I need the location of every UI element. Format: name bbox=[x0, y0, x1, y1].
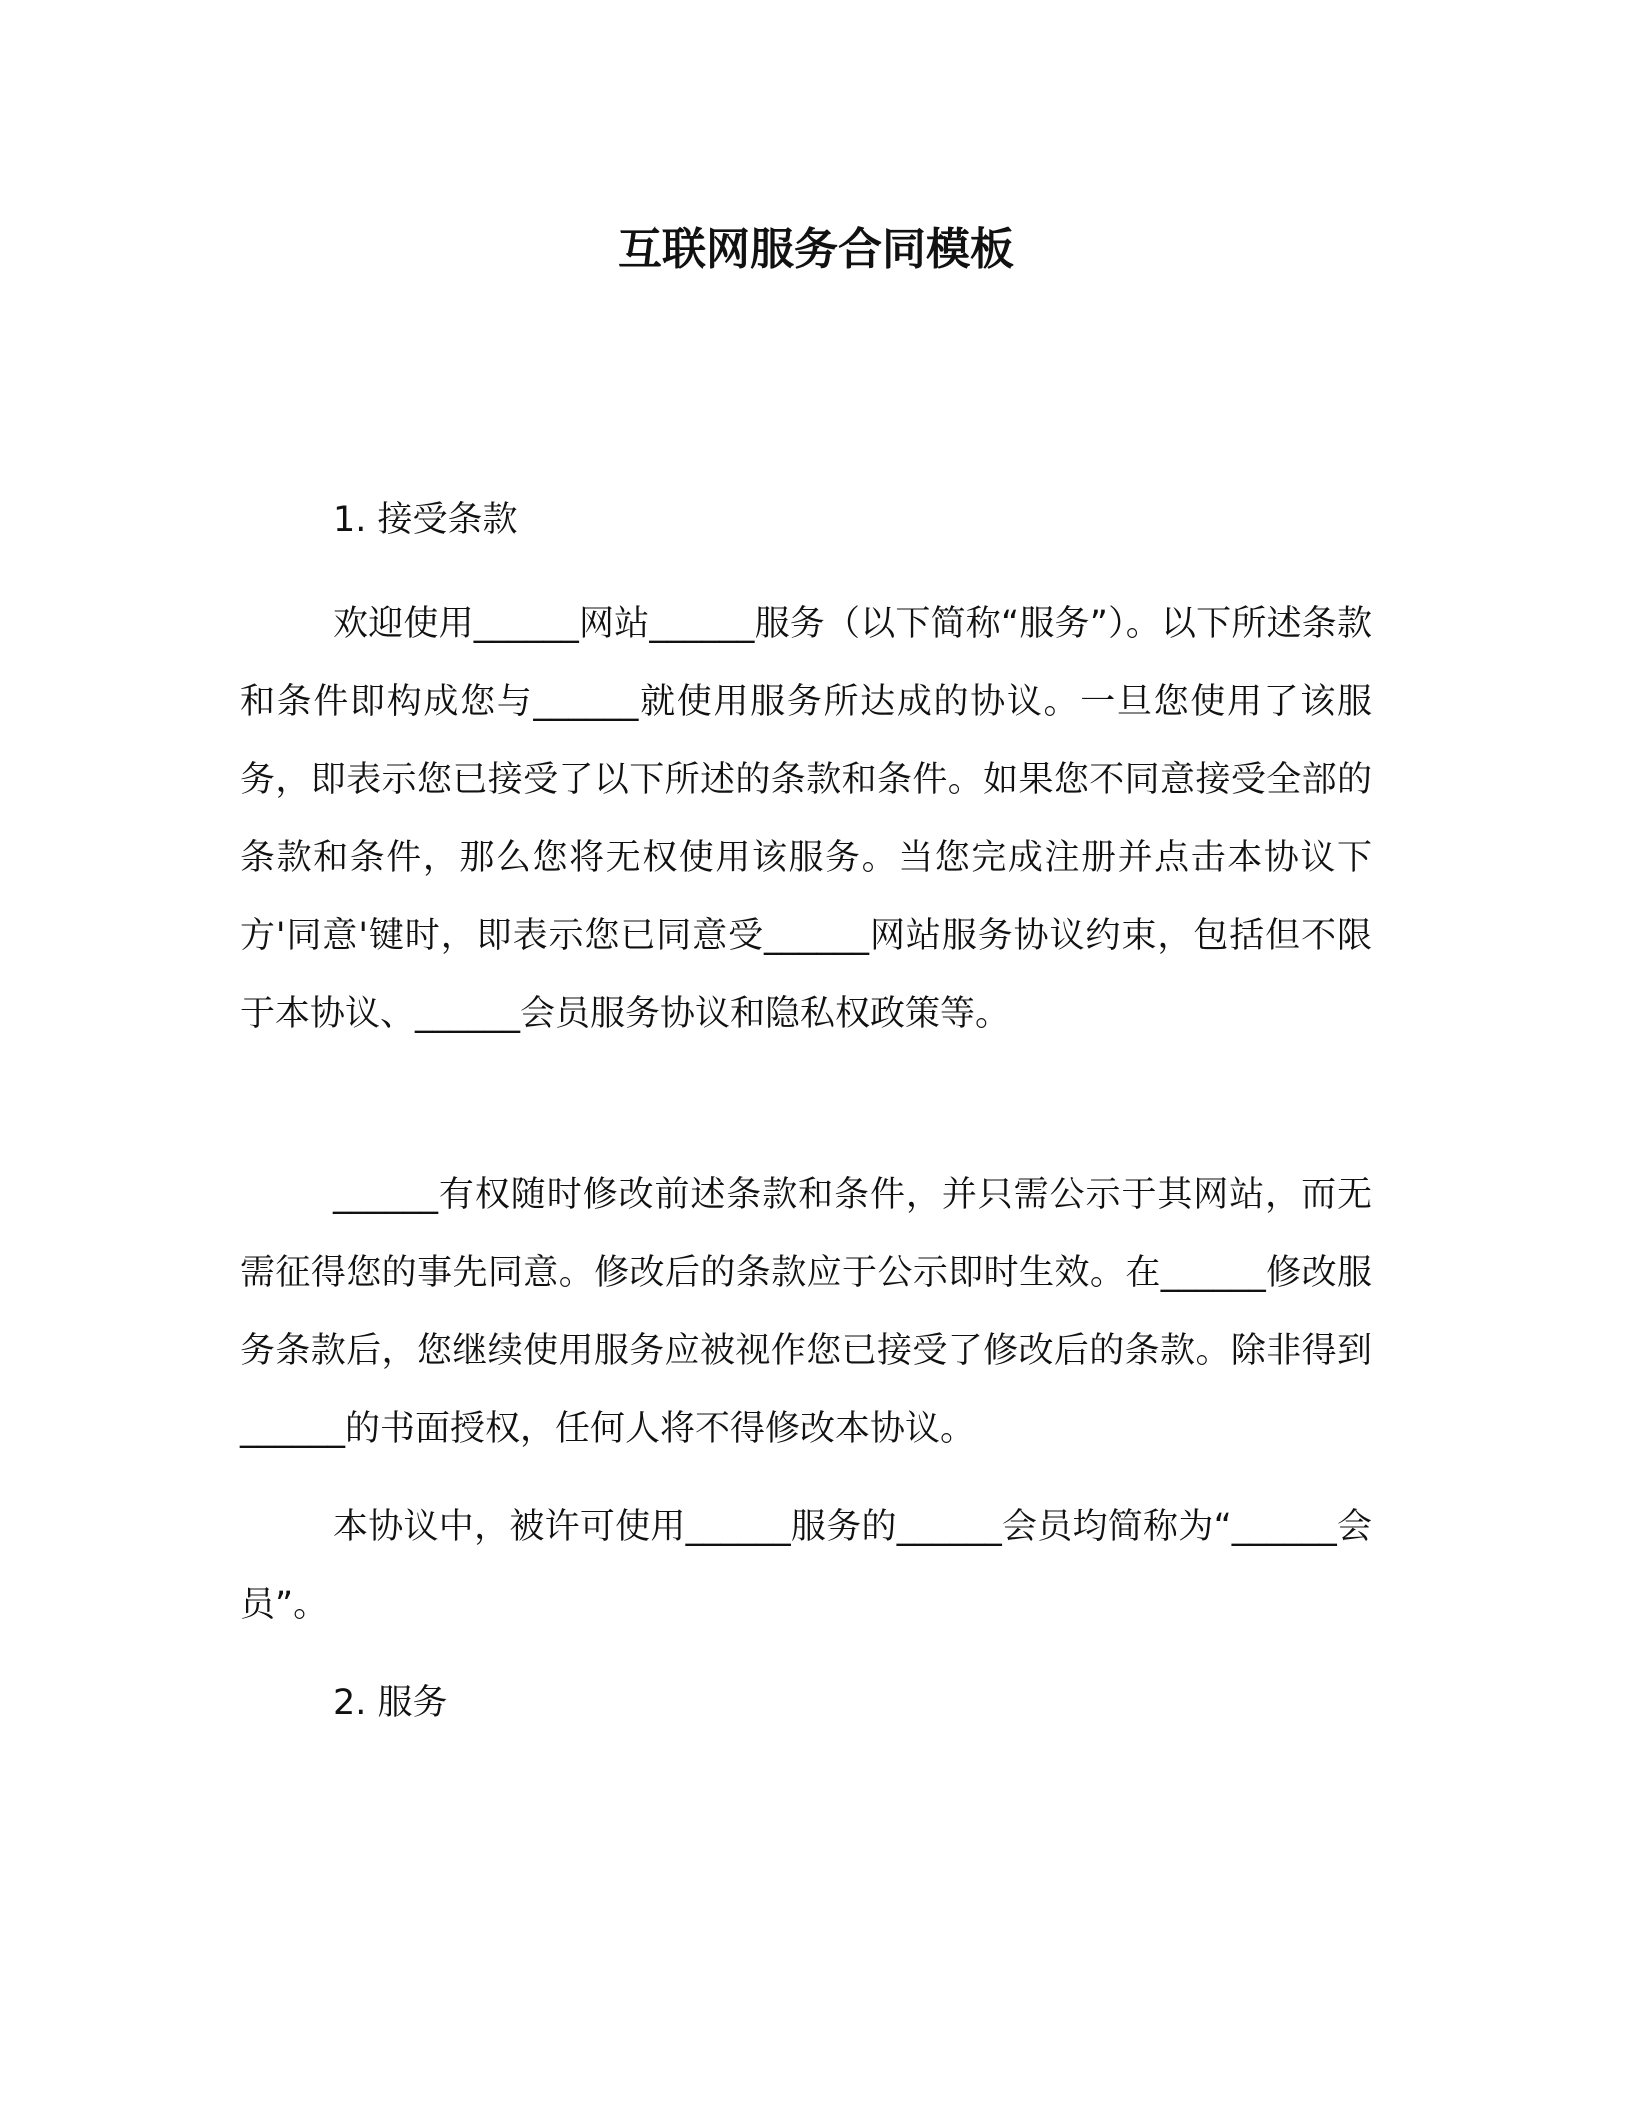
section-heading-service: 2. 服务 bbox=[333, 1683, 448, 1723]
paragraph-modification: ______有权随时修改前述条款和条件，并只需公示于其网站，而无需征得您的事先同意。修改后的条款应于公示即时生效。在______修改服务条款后，您继续使用服务应被视作您已接受了修改后的条款。除非得到______的书面授权，任何人将不得修改本协议。 bbox=[240, 1175, 1372, 1449]
paragraph-member-definition: 本协议中，被许可使用______服务的______会员均简称为“______会员”。 bbox=[240, 1507, 1372, 1625]
section-heading-acceptance: 1. 接受条款 bbox=[333, 500, 518, 540]
paragraph-welcome: 欢迎使用______网站______服务（以下简称“服务”）。以下所述条款和条件即构成您与______就使用服务所达成的协议。一旦您使用了该服务，即表示您已接受了以下所述的条款和条件。如果您不同意接受全部的条款和条件，那么您将无权使用该服务。当您完成注册并点击本协议下方'同意'键时，即表示您已同意受______网站服务协议约束，包括但不限于本协议、______会员服务协议和隐私权政策等。 bbox=[240, 604, 1372, 1034]
document-title: 互联网服务合同模板 bbox=[618, 224, 1014, 275]
